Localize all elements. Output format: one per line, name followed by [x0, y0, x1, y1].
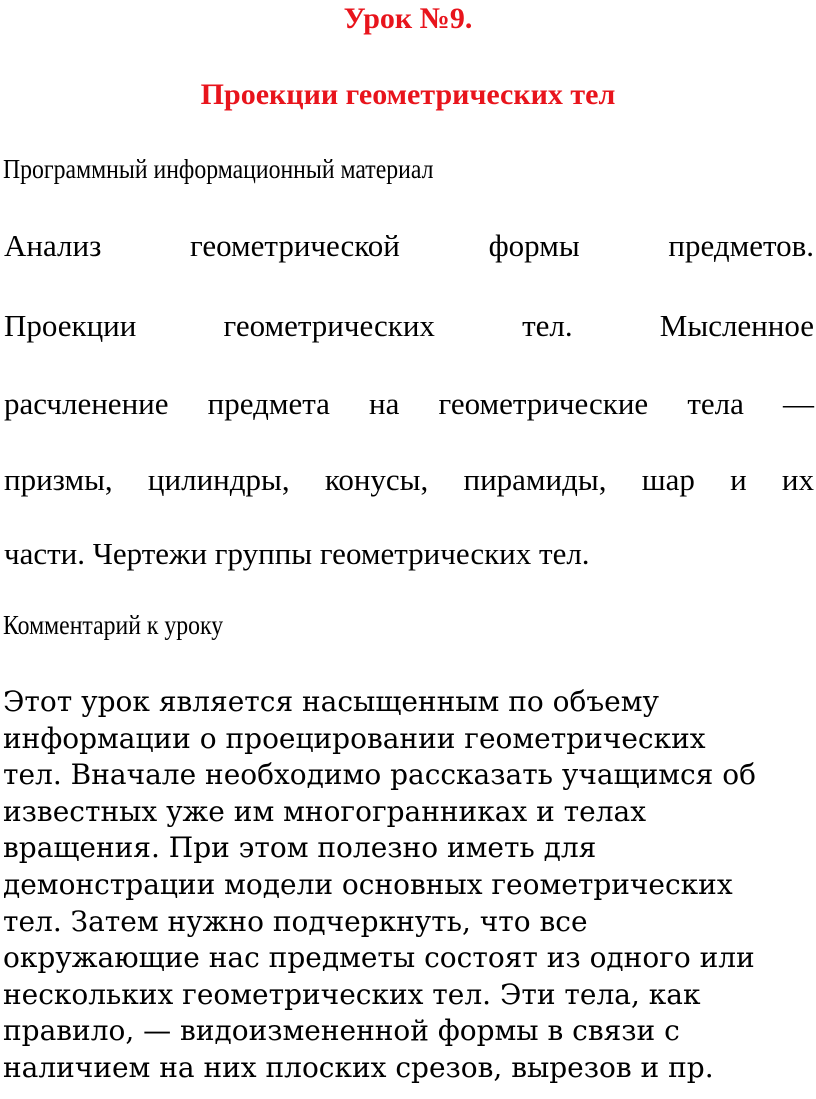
- comment-line: известных уже им многогранниках и телах: [3, 794, 647, 828]
- comment-line: нескольких геометрических тел. Эти тела, как: [3, 977, 701, 1011]
- program-heading: Программный информационный материал: [3, 154, 434, 184]
- comment-line: тел. Вначале необходимо рассказать учащимся об: [3, 758, 756, 792]
- comment-line: окружающие нас предметы состоят из одного или: [3, 941, 755, 975]
- comment-line: Этот урок является насыщенным по объему: [3, 685, 659, 718]
- program-line: Анализ геометрической формы предметов.: [4, 228, 814, 263]
- comment-line: наличием на них плоских срезов, вырезов и пр.: [3, 1050, 714, 1084]
- comment-line: вращения. При этом полезно иметь для: [3, 831, 597, 865]
- program-line: Проекции геометрических тел. Мысленное: [4, 308, 814, 343]
- program-line: призмы, цилиндры, конусы, пирамиды, шар и их: [4, 462, 814, 497]
- program-line: расчленение предмета на геометрические тела —: [4, 386, 814, 421]
- comment-line: тел. Затем нужно подчеркнуть, что все: [3, 904, 588, 938]
- comment-line: правило, — видоизмененной формы в связи с: [3, 1014, 680, 1048]
- comment-heading: Комментарий к уроку: [3, 610, 224, 640]
- comment-paragraph: [3, 684, 815, 1087]
- lesson-number: Урок №9.: [343, 2, 473, 35]
- comment-line: информации о проецировании геометрических: [3, 721, 706, 755]
- comment-line: демонстрации модели основных геометрических: [3, 867, 733, 901]
- lesson-title: Проекции геометрических тел: [200, 78, 616, 111]
- program-line: части. Чертежи группы геометрических тел.: [4, 536, 590, 571]
